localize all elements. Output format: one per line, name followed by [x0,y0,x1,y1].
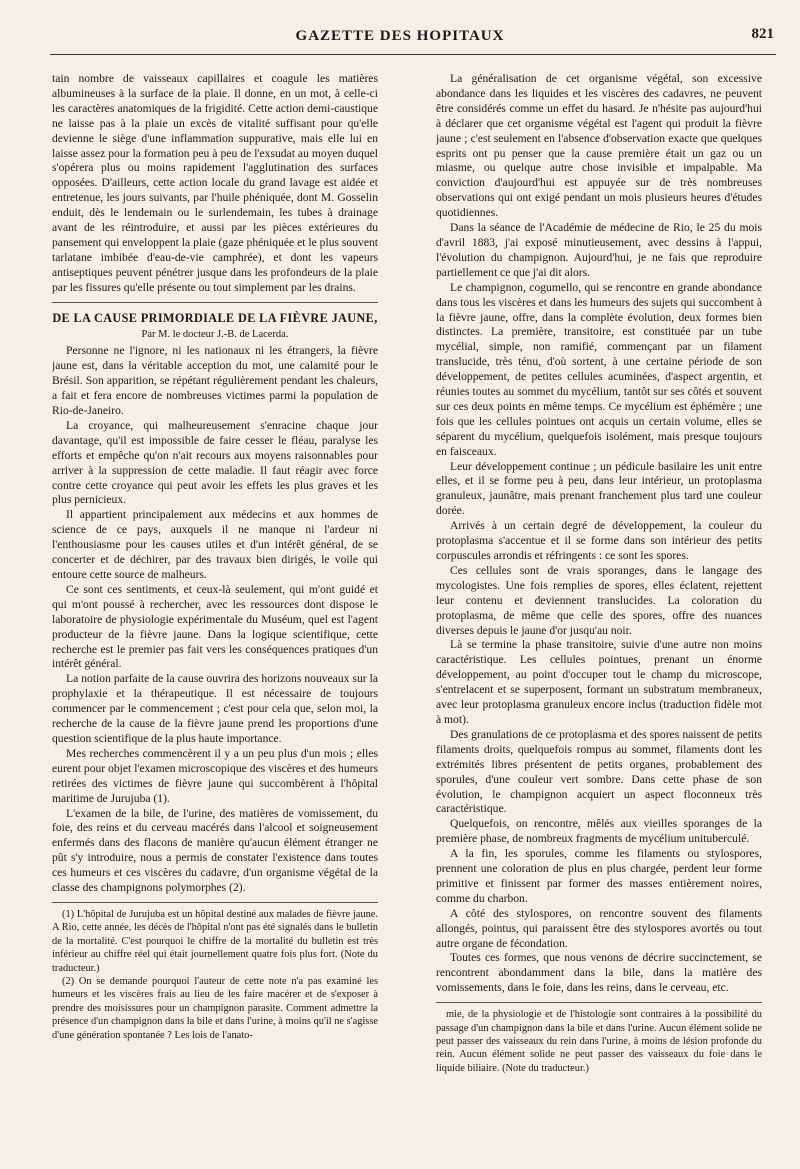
paragraph: Quelquefois, on rencontre, mêlés aux vieilles sporanges de la première phase, de nombreux fragments de mycélium unituberculé. [436,817,762,846]
paragraph: A côté des stylospores, on rencontre souvent des filaments allongés, pointus, qui paraissent être des stylospores avortés ou tout autre organe de fécondation. [436,906,762,950]
paragraph: Arrivés à un certain degré de développement, la couleur du protoplasma s'accentue et il se forme dans son intérieur des petits corpuscules arrondis et réfringents : ce sont les spores. [436,519,762,562]
paragraph: Mes recherches commencèrent il y a un peu plus d'un mois ; elles eurent pour objet l'examen microscopique des viscères et des humeurs retirées des victimes de fièvre jaune qui succombèrent à l'hôpital maritime de Jurujuba (1). [52,746,378,805]
header-rule [50,54,776,55]
footnote: (2) On se demande pourquoi l'auteur de cette note n'a pas examiné les humeurs et les viscères frais au lieu de les faire macérer et de s'exposer à prendre des moisissures pour un champignon parasite. Comment admettre la présence d'un champignon dans la bile et dans l'urine, à moins qu'il ne s'agisse d'une génération spontanée ? Les lois de l'anato- [52,975,378,1041]
paragraph: La généralisation de cet organisme végétal, son excessive abondance dans les liquides et les viscères des cadavres, ne peuvent être considérés comme un effet du hasard. Je n'hésite pas aujourd'hui à déclarer que cet organisme végétal est l'agent qui produit la fièvre jaune ; c'est seulement en l'absence d'observation exacte que quelques esprits ont pu penser que la cause première était un gaz ou un miasme, ou quelque autre chose invisible et impalpable. Ma conviction d'aujourd'hui est appuyée sur de très nombreuses observations qui ont exigé pendant un mois plusieurs heures d'études quotidiennes. [436,72,762,220]
paragraph: A la fin, les sporules, comme les filaments ou stylospores, prennent une coloration de plus en plus chargée, perdent leur forme primitive et finissent par former des masses entièrement noires, comme du charbon. [436,847,762,905]
paragraph: L'examen de la bile, de l'urine, des matières de vomissement, du foie, des reins et du cerveau macérés dans l'alcool et soigneusement enfermés dans des flacons de manière qu'aucun élément étranger ne pût s'y introduire, nous a permis de constater l'existence dans toutes ces humeurs et ces viscères du cadavre, d'un organisme végétal de la classe des champignons polymorphes (2). [52,806,378,895]
footnote-continued: mie, de la physiologie et de l'histologie sont contraires à la possibilité du passage d'un champignon dans la bile et dans l'urine. Aucun élément solide ne peut passer des vaisseaux du rein dans l'urine, à moins de lésion profonde du rein. Aucun élément solide ne peut passer des vaisseaux du foie dans le liquide biliaire. (Note du traducteur.) [436,1009,762,1074]
section-title: DE LA CAUSE PRIMORDIALE DE LA FIÈVRE JAUNE, [52,310,378,325]
footnote: (1) L'hôpital de Jurujuba est un hôpital destiné aux malades de fièvre jaune. A Rio, cette année, les décès de l'hôpital n'ont pas été signalés dans le bulletin de la mortalité. C'est pourquoi le chiffre de la mortalité du bulletin est très inférieur au chiffre réel qui était journellement quatre fois plus fort. (Note du traducteur.) [52,908,378,974]
paragraph: Des granulations de ce protoplasma et des spores naissent de petits filaments droits, quelquefois rompus au sommet, filaments dont les extrémités libres présentent de petits organes, probablement des sporules, d'une couleur vert sombre. Dans cette phase de son évolution, le champignon acquiert un aspect floconneux très caractéristique. [436,727,762,816]
paragraph: Ce sont ces sentiments, et ceux-là seulement, qui m'ont guidé et qui m'ont poussé à rechercher, avec les ressources dont dispose le laboratoire de physiologie expérimentale du Muséum, quel est l'agent producteur de la fièvre jaune. Dans la logique scientifique, cette recherche est le premier pas fait vers les conséquences pratiques d'un intérêt général. [52,582,378,671]
section-divider [52,302,378,303]
footnote-divider [436,1002,762,1003]
paragraph: Il appartient principalement aux médecins et aux hommes de science de ce pays, auxquels il ne manque ni l'ardeur ni l'enthousiasme pour les causes utiles et d'un intérêt général, de se concerter et de déchirer, par des travaux bien dirigés, le voile qui entoure cette source de malheurs. [52,508,378,581]
footnote-divider [52,902,378,903]
paragraph: Là se termine la phase transitoire, suivie d'une autre non moins caractéristique. Les cellules pointues, prenant un énorme développement, au point d'occuper tout le champ du microscope, s'entrelacent et se superposent, formant un substratum membraneux, avec leur protoplasma granuleux encore inclus (traduction fidèle mot à mot). [436,638,762,726]
paragraph: Dans la séance de l'Académie de médecine de Rio, le 25 du mois d'avril 1883, j'ai exposé minutieusement, avec dessins à l'appui, l'évolution du champignon. Aujourd'hui, je ne fais que reproduire partiellement ce que j'ai dit alors. [436,221,762,279]
author-byline: Par M. le docteur J.-B. de Lacerda. [141,328,289,340]
right-column [436,72,762,1147]
paragraph: La notion parfaite de la cause ouvrira des horizons nouveaux sur la prophylaxie et la thérapeutique. Il est nécessaire de toujours commencer par le commencement ; c'est pour cela que, selon moi, la recherche de la cause de la fièvre jaune prend les proportions d'une question scientifique de la plus haute importance. [52,672,378,745]
paragraph: Ces cellules sont de vrais sporanges, dans le langage des mycologistes. Une fois remplies de spores, elles éclatent, rejettent leur contenu et deviennent translucides. La coloration du protoplasma, de même que celle des spores, offre des nuances diverses depuis le jaune d'or jusqu'au noir. [436,563,762,637]
paragraph: Leur développement continue ; un pédicule basilaire les unit entre elles, et il se forme peu à peu, dans leur intérieur, un protoplasma granuleux, jaunâtre, mais prenant franchement plus tard une couleur dorée. [436,459,762,518]
paragraph: Toutes ces formes, que nous venons de décrire succinctement, se rencontrent abondamment dans la bile, dans la matière des vomissements, dans le foie, dans les reins, dans le cerveau, etc. [436,951,762,995]
journal-title: GAZETTE DES HOPITAUX [295,28,505,44]
paragraph: tain nombre de vaisseaux capillaires et coagule les matières albumineuses à la surface de la plaie. Il donne, en un mot, à celle-ci les caractères anatomiques de la frigidité. Cette action demi-caustique ne laisse pas à la plaie un excès de vitalité suffisant pour qu'elle devienne le siège d'une inflammation suppurative, mais elle lui en laisse assez pour la formation peu à peu de l'exsudat au moyen duquel s'opérera plus ou moins rapidement l'agglutination des surfaces opposées. D'ailleurs, cette action locale du grand lavage est aidée et entretenue, les jours suivants, par l'huile phéniquée, dont M. Gosselin enduit, dès le lendemain ou le surlendemain, les tubes à drainage avant de les réintroduire, et aussi par les pièces extérieures du pansement qui enveloppent la plaie (gaze phéniquée et le plus souvent tarlatane imbibée d'eau-de-vie camphrée), et dont les vapeurs antiseptiques peuvent pénétrer jusque dans les profondeurs de la plaie par les fissures qu'elle présente ou tout simplement par les drains. [52,72,378,294]
page-header [0,22,800,54]
paragraph: Personne ne l'ignore, ni les nationaux ni les étrangers, la fièvre jaune est, dans la véritable acception du mot, une calamité pour le Brésil. Son apparition, se répétant régulièrement pendant les chaleurs, a fait et fera encore de nombreuses victimes parmi la population de Rio-de-Janeiro. [52,344,378,418]
paragraph: Le champignon, cogumello, qui se rencontre en grande abondance dans tous les viscères et dans les humeurs des sujets qui succombent à la fièvre jaune, offre, dans la complète évolution, deux formes bien distinctes. La première, transitoire, est constituée par un tube mycélial, simple, non ramifié, commençant par un filament translucide, très ténu, d'où sortent, à une certaine période de son développement, de petites cellules acuminées, d'aspect argentin, et réunies toutes au sommet du mycélium, tantôt sur ses côtés et souvent sur ces deux points en même temps. Ce mycélium est éphémère ; une fois que les cellules pointues ont acquis un certain volume, elles se séparent du mycélium, quelquefois isolément, mais presque toujours en faisceaux. [436,280,762,458]
page-number: 821 [751,26,774,42]
paragraph: La croyance, qui malheureusement s'enracine chaque jour davantage, qu'il est impossible de faire cesser le fléau, paralyse les efforts et empêche qu'on n'ait recours aux moyens raisonnables pour arriver à la suppression de cette maladie. Il faut réagir avec force contre cette croyance qui peut avoir les effets les plus graves et les plus pernicieux. [52,418,378,507]
left-column [52,72,378,1147]
